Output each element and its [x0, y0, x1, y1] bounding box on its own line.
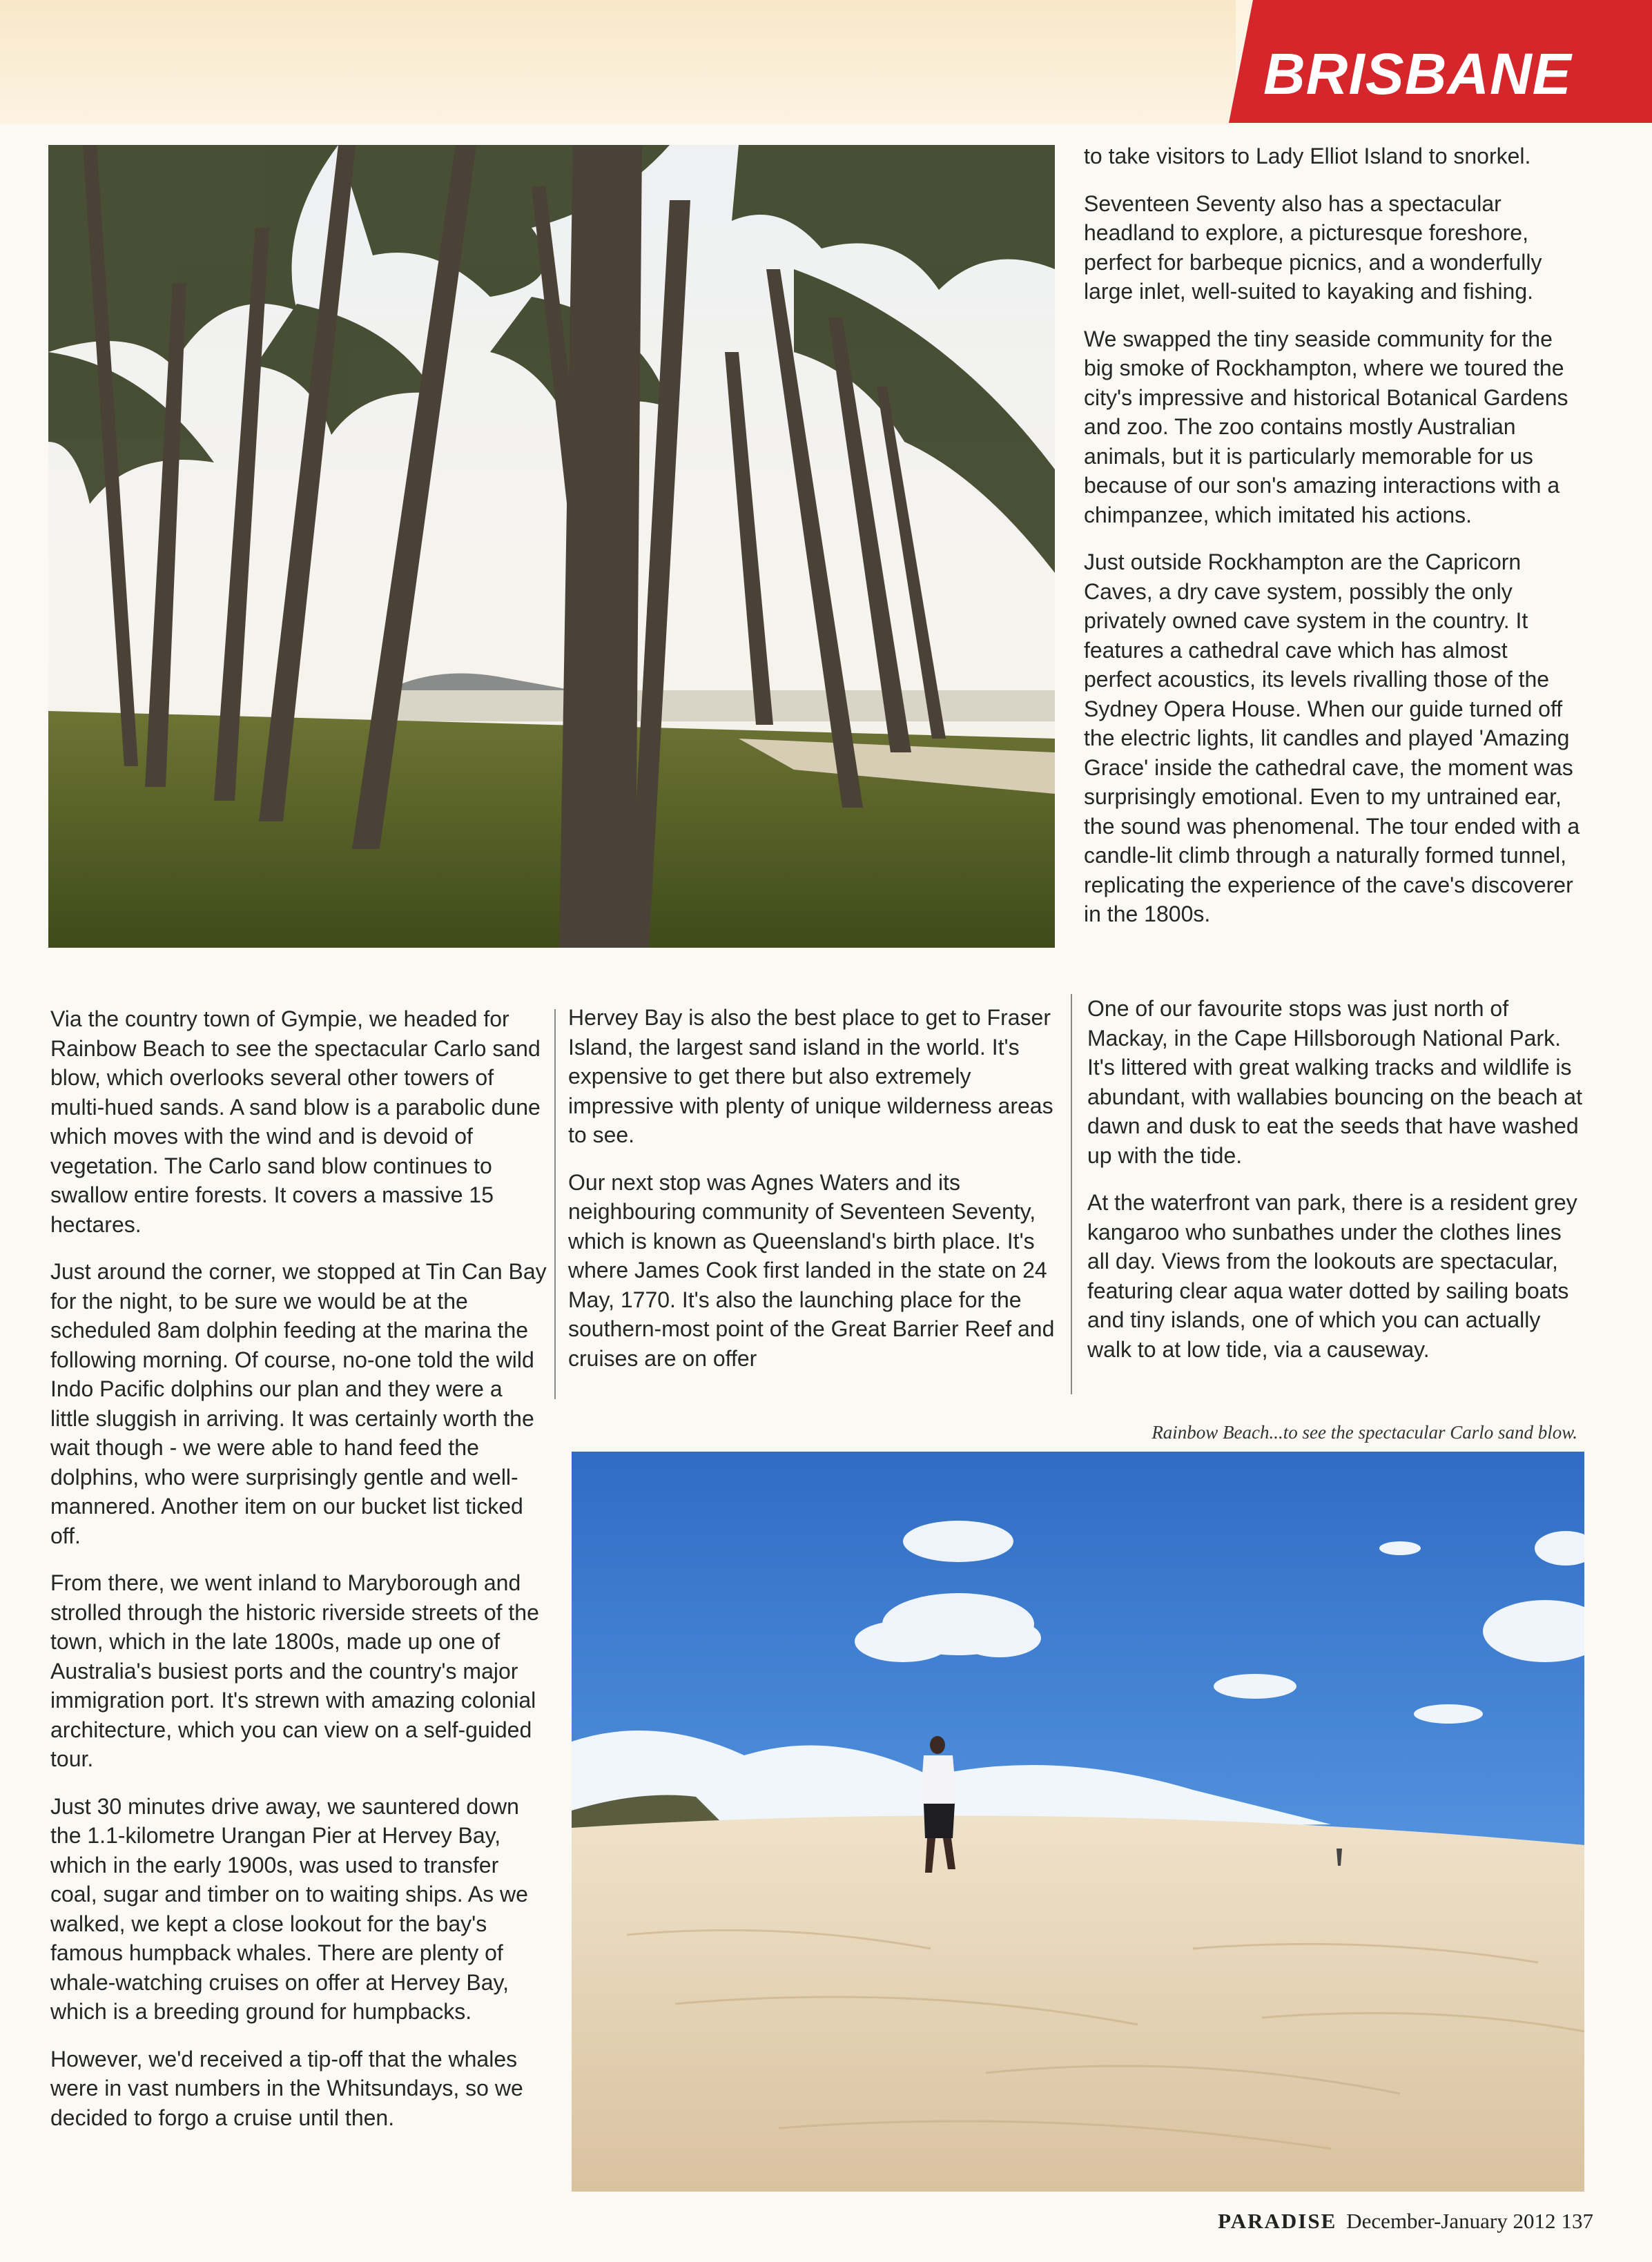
magazine-name: PARADISE [1218, 2209, 1337, 2233]
paragraph: From there, we went inland to Maryborough and strolled through the historic riverside streets of the town, which in the late 1800s, made up one of Australia's busiest ports and the country's major immigration port. It's strewn with amazing colonial architecture, which you can view on a self-guided tour. [50, 1570, 539, 1771]
column-rule [1071, 994, 1072, 1394]
article-column-2 [568, 1003, 1065, 1391]
column-rule [554, 1009, 556, 1399]
paragraph: to take visitors to Lady Elliot Island to snorkel. [1084, 144, 1531, 168]
paragraph: Our next stop was Agnes Waters and its neighbouring community of Seventeen Seventy, which is known as Queensland's birth place. It's where James Cook first landed in the state on 24 May, 1770. It's also the launching place for the southern-most point of the Great Barrier Reef and cruises are on offer [568, 1169, 1055, 1371]
section-title: BRISBANE [1263, 41, 1572, 106]
photo-caption: Rainbow Beach...to see the spectacular Carlo sand blow. [1151, 1422, 1577, 1443]
paragraph: We swapped the tiny seaside community for the big smoke of Rockhampton, where we toured the city's impressive and historical Botanical Gardens and zoo. The zoo contains mostly Australian animals, but it is particularly memorable for us because of our son's amazing interactions with a chimpanzee, which imitated his actions. [1084, 326, 1568, 527]
paragraph: Just around the corner, we stopped at Tin Can Bay for the night, to be sure we would be at the scheduled 8am dolphin feeding at the marina the following morning. Of course, no-one told the wild Indo Pacific dolphins our plan and they were a little sluggish in arriving. It was certainly worth the wait though - we were able to hand feed the dolphins, who were surprisingly gentle and well-mannered. Another item on our bucket list ticked off. [50, 1259, 547, 1548]
page-number: 137 [1561, 2209, 1593, 2233]
article-column-1 [50, 1004, 547, 2150]
paragraph: Just 30 minutes drive away, we sauntered down the 1.1-kilometre Urangan Pier at Hervey Bay, which in the early 1900s, was used to transfer coal, sugar and timber on to waiting ships. As we walked, we kept a close lookout for the bay's famous humpback whales. There are plenty of whale-watching cruises on offer at Hervey Bay, which is a breeding ground for humpbacks. [50, 1793, 528, 2024]
paragraph: Seventeen Seventy also has a spectacular headland to explore, a picturesque foreshore, perfect for barbeque picnics, and a wonderfully large inlet, well-suited to kayaking and fishing. [1084, 191, 1542, 304]
header-strip [0, 0, 1236, 124]
paragraph: One of our favourite stops was just north of Mackay, in the Cape Hillsborough National Park. It's littered with great walking tracks and wildlife is abundant, with wallabies bouncing on the beach at dawn and dusk to eat the seeds that have washed up with the tide. [1087, 996, 1582, 1168]
article-column-3-bottom [1087, 994, 1584, 1382]
paragraph: Just outside Rockhampton are the Capricorn Caves, a dry cave system, possibly the only privately owned cave system in the country. It features a cathedral cave which has almost perfect acoustics, its levels rivalling those of the Sydney Opera House. When our guide turned off the electric lights, lit candles and played 'Amazing Grace' inside the cathedral cave, the moment was surprisingly emotional. Even to my untrained ear, the sound was phenomenal. The tour ended with a candle-lit climb through a naturally formed tunnel, replicating the experience of the cave's discoverer in the 1800s. [1084, 549, 1580, 926]
paragraph: Hervey Bay is also the best place to get to Fraser Island, the largest sand island in the world. It's expensive to get there but also extremely impressive with plenty of unique wilderness areas to see. [568, 1005, 1053, 1147]
paragraph: At the waterfront van park, there is a resident grey kangaroo who sunbathes under the clothes lines all day. Views from the lookouts are spectacular, featuring clear aqua water dotted by sailing boats and tiny islands, one of which you can actually walk to at low tide, via a causeway. [1087, 1190, 1577, 1362]
article-column-3-top [1084, 142, 1581, 947]
paragraph: However, we'd received a tip-off that the whales were in vast numbers in the Whitsundays, so we decided to forgo a cruise until then. [50, 2046, 523, 2130]
page-footer [1036, 2209, 1593, 2234]
paragraph: Via the country town of Gympie, we headed for Rainbow Beach to see the spectacular Carlo sand blow, which overlooks several other towers of multi-hued sands. A sand blow is a parabolic dune which moves with the wind and is devoid of vegetation. The Carlo sand blow continues to swallow entire forests. It covers a massive 15 hectares. [50, 1006, 541, 1237]
sand-dune-photo [572, 1452, 1584, 2192]
issue-date: December-January 2012 [1346, 2209, 1556, 2233]
palm-beach-photo [48, 145, 1055, 948]
